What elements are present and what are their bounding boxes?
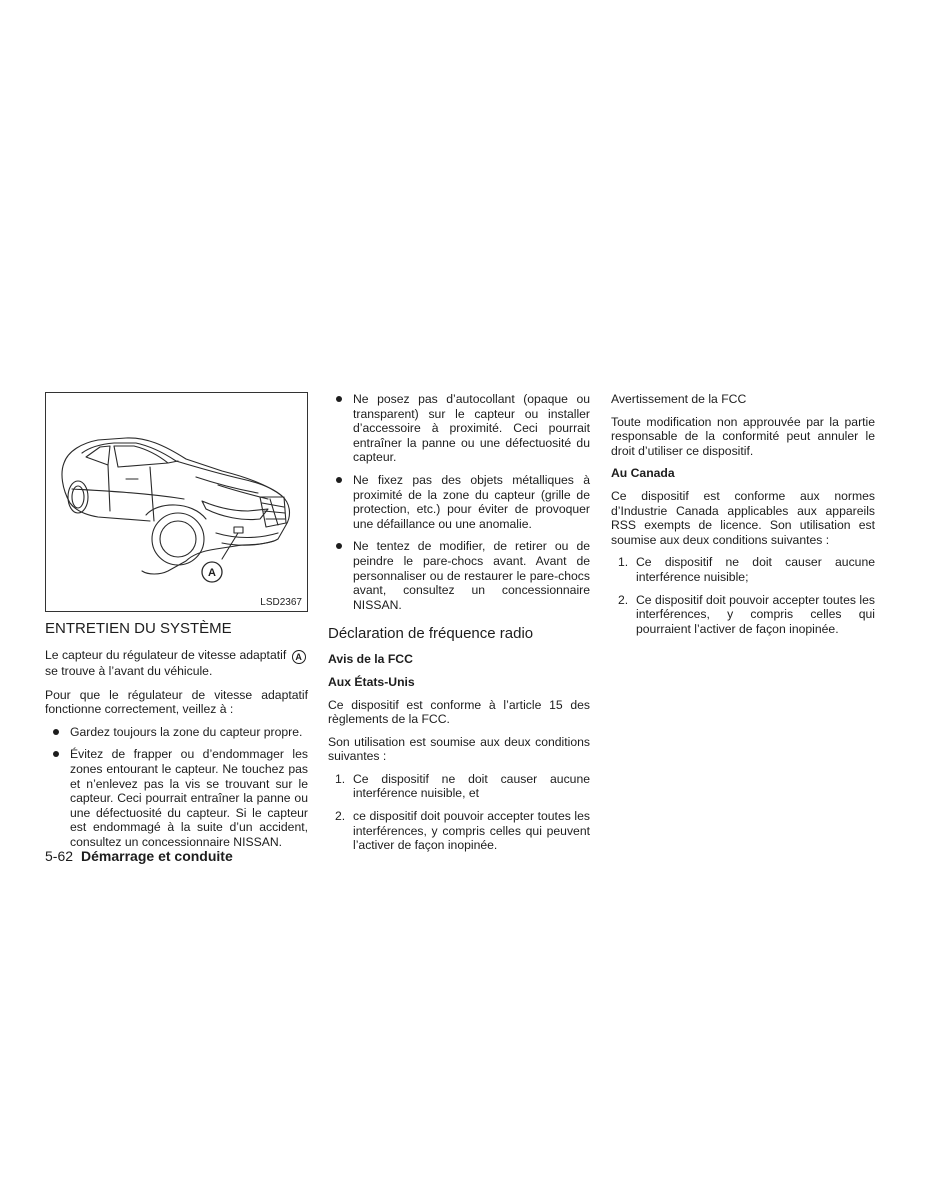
bullet-text: Gardez toujours la zone du capteur propre. (70, 724, 303, 739)
item-text: Ce dispositif ne doit causer aucune interférence nuisible; (636, 555, 875, 584)
bullet-icon (53, 751, 59, 757)
car-illustration (46, 393, 307, 611)
list-item (328, 473, 590, 531)
paragraph-fcc-warning: Avertissement de la FCC (611, 392, 747, 406)
bullet-icon (53, 729, 59, 735)
item-text: ce dispositif doit pouvoir accepter toutes les interférences, y compris celles qui peuvent l’activer de façon inopinée. (353, 809, 590, 853)
bullet-text: Ne fixez pas des objets métalliques à proximité de la zone du capteur (grille de protection, etc.) pour éviter de provoquer une défaillance ou une anomalie. (353, 472, 590, 531)
figure-code: LSD2367 (260, 597, 302, 608)
list-item (328, 392, 590, 465)
paragraph-requirements: Pour que le régulateur de vitesse adaptatif fonctionne correctement, veillez à : (45, 687, 308, 717)
chapter-title: Démarrage et conduite (81, 848, 233, 864)
callout-a-marker: A (292, 650, 306, 664)
bullet-text: Évitez de frapper ou d’endommager les zones entourant le capteur. Ne touchez pas et n’enlevez pas la vis se trouvant sur le capteur. Ceci pourrait entraîner la panne ou une défectuosité du capteur. Si le capteur est endommagé à la suite d’un accident, consultez un concessionnaire NISSAN. (70, 747, 308, 849)
list-item (328, 539, 590, 612)
paragraph-fcc-compliance: Ce dispositif est conforme à l’article 15 des règlements de la FCC. (328, 697, 590, 727)
numbered-list-usa (328, 772, 590, 853)
item-number: 1. (618, 555, 629, 570)
page-footer (45, 848, 233, 864)
list-item (328, 809, 590, 853)
column-left (45, 392, 308, 850)
list-item (45, 747, 308, 849)
item-number: 1. (335, 771, 346, 786)
bullet-icon (336, 543, 342, 549)
list-item (45, 725, 308, 740)
subheading-usa: Aux États-Unis (328, 674, 415, 689)
column-right (611, 392, 875, 636)
section-heading-radio: Déclaration de fréquence radio (328, 625, 534, 643)
subheading-fcc: Avis de la FCC (328, 652, 413, 667)
sensor-figure (45, 392, 308, 612)
bullet-icon (336, 477, 342, 483)
bullet-list-care (45, 725, 308, 850)
bullet-icon (336, 396, 342, 402)
item-text: Ce dispositif ne doit causer aucune interférence nuisible, et (353, 771, 590, 801)
paragraph-sensor-text-b: se trouve à l’avant du véhicule. (45, 664, 213, 678)
page-number: 5-62 (45, 848, 74, 864)
item-number: 2. (618, 592, 629, 607)
bullet-text: Ne tentez de modifier, de retirer ou de peindre le pare-chocs avant. Avant de personnaliser ou de restaurer le pare-chocs avant, consultez un concessionnaire NISSAN. (353, 539, 590, 612)
paragraph-sensor-location (45, 648, 308, 679)
paragraph-sensor-text-a: Le capteur du régulateur de vitesse adaptatif (45, 648, 287, 662)
item-text: Ce dispositif doit pouvoir accepter toutes les interférences, y compris celles qui pourraient l’activer de façon inopinée. (636, 592, 875, 636)
list-item (611, 555, 875, 584)
subheading-canada: Au Canada (611, 466, 675, 481)
callout-a-label: A (208, 567, 216, 579)
section-heading-entretien: ENTRETIEN DU SYSTÈME (45, 620, 232, 637)
bullet-text: Ne posez pas d’autocollant (opaque ou transparent) sur le capteur ou installer d’accessoire à proximité. Ceci pourrait entraîner la panne ou une défectuosité du capteur. (353, 392, 590, 465)
numbered-list-canada (611, 555, 875, 636)
list-item (611, 593, 875, 637)
list-item (328, 772, 590, 801)
paragraph-industry-canada: Ce dispositif est conforme aux normes d’Industrie Canada applicables aux appareils RSS exempts de licence. Son utilisation est soumise aux deux conditions suivantes : (611, 488, 875, 547)
paragraph-conditions: Son utilisation est soumise aux deux conditions suivantes : (328, 734, 590, 764)
column-middle (328, 392, 590, 853)
item-number: 2. (335, 809, 346, 824)
bullet-list-warnings (328, 392, 590, 612)
paragraph-modification: Toute modification non approuvée par la partie responsable de la conformité peut annuler le droit d’utiliser ce dispositif. (611, 414, 875, 458)
